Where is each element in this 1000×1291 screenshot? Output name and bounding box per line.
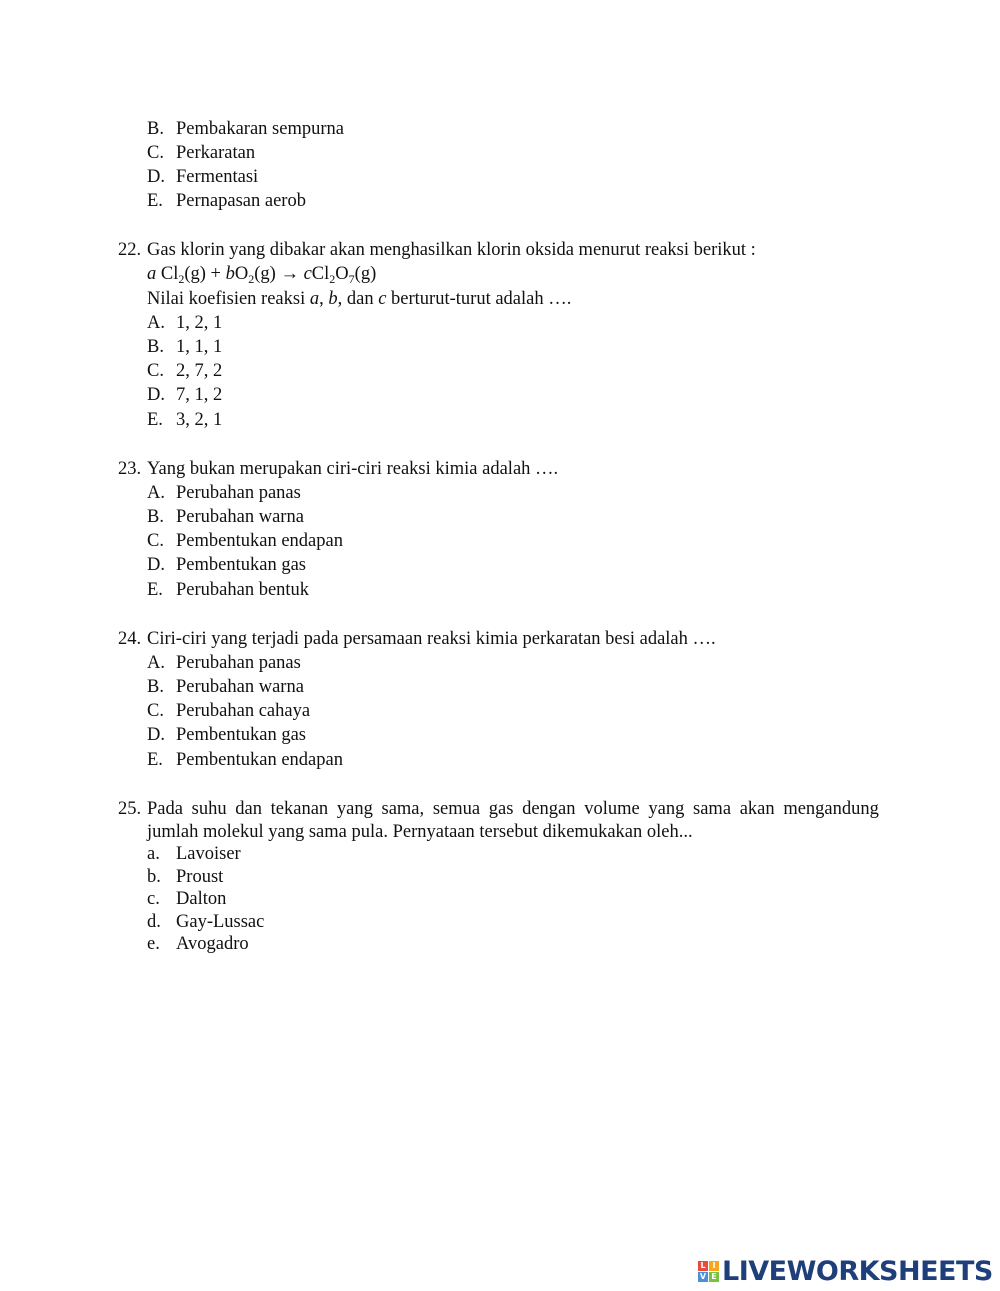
word: gas (488, 799, 514, 819)
word: semua (432, 799, 481, 819)
liveworksheets-logo (698, 1256, 993, 1286)
question-text: Yang bukan merupakan ciri-ciri reaksi kimia adalah …. (147, 459, 559, 479)
eq-cl-sub: 2 (178, 272, 185, 286)
option-text: Perkaratan (176, 143, 256, 163)
option-text: Gay-Lussac (176, 912, 265, 932)
option-text: 7, 1, 2 (176, 385, 223, 405)
option-letter: B. (147, 677, 164, 697)
word: sama, (381, 799, 425, 819)
word: akan (739, 799, 775, 819)
option-letter: e. (147, 934, 160, 954)
prompt-pre: Nilai koefisien reaksi (147, 289, 310, 309)
option-text: Pembentukan endapan (176, 750, 343, 770)
word: suhu (191, 799, 227, 819)
eq-g1: (g) + (184, 264, 226, 284)
option-text: Perubahan panas (176, 653, 301, 673)
option-text: 1, 2, 1 (176, 313, 223, 333)
option-text: Pembentukan gas (176, 555, 306, 575)
option-letter: D. (147, 385, 165, 405)
option-letter: D. (147, 167, 165, 187)
option-text: Dalton (176, 889, 227, 909)
logo-block: E (709, 1272, 719, 1282)
prompt-a: a (309, 289, 320, 309)
word: tekanan (270, 799, 329, 819)
option-letter: A. (147, 653, 165, 673)
option-letter: C. (147, 143, 164, 163)
coef-a: a (147, 264, 157, 284)
question-number: 24. (118, 629, 142, 649)
option-text: Lavoiser (176, 844, 241, 864)
prompt-b: b (328, 289, 338, 309)
option-letter: B. (147, 119, 164, 139)
eq-cl2-sub: 2 (329, 272, 336, 286)
word: sama (693, 799, 732, 819)
option-text: Perubahan bentuk (176, 580, 310, 600)
word: mengandung (783, 799, 879, 819)
option-letter: b. (147, 867, 161, 887)
word: dengan (522, 799, 576, 819)
option-text: 1, 1, 1 (176, 337, 223, 357)
option-text: Pernapasan aerob (176, 191, 306, 211)
option-text: Pembentukan endapan (176, 531, 343, 551)
option-text: Fermentasi (176, 167, 259, 187)
option-letter: d. (147, 912, 161, 932)
option-text: Perubahan warna (176, 507, 304, 527)
word: yang (648, 799, 685, 819)
option-letter: E. (147, 750, 163, 770)
prompt-c: c (378, 289, 387, 309)
option-letter: E. (147, 580, 163, 600)
option-letter: E. (147, 410, 163, 430)
prompt-sep: , dan (337, 289, 379, 309)
option-letter: a. (147, 844, 160, 864)
option-letter: D. (147, 555, 165, 575)
option-letter: D. (147, 725, 165, 745)
eq-o-sub: 2 (248, 272, 255, 286)
eq-g2: (g) → (254, 264, 304, 284)
question-prompt (147, 290, 571, 309)
question-text: Gas klorin yang dibakar akan menghasilkan klorin oksida menurut reaksi berikut : (147, 240, 756, 260)
option-text: Proust (176, 867, 224, 887)
eq-o2: O (335, 264, 349, 284)
option-text: Perubahan cahaya (176, 701, 311, 721)
logo-blocks-icon (698, 1261, 719, 1282)
question-text-line-2: jumlah molekul yang sama pula. Pernyataan tersebut dikemukakan oleh... (147, 822, 693, 842)
reaction-equation (147, 265, 376, 284)
eq-g3: (g) (354, 264, 377, 284)
coef-c: c (303, 264, 312, 284)
option-text: 2, 7, 2 (176, 361, 223, 381)
option-text: 3, 2, 1 (176, 410, 223, 430)
word: dan (235, 799, 262, 819)
question-text-line-1 (147, 800, 879, 819)
option-letter: A. (147, 313, 165, 333)
option-text: Avogadro (176, 934, 249, 954)
option-letter: C. (147, 361, 164, 381)
option-text: Perubahan warna (176, 677, 304, 697)
option-letter: A. (147, 483, 165, 503)
word: Pada (147, 799, 183, 819)
word: yang (336, 799, 373, 819)
question-number: 25. (118, 799, 142, 819)
eq-o2-sub: 7 (348, 272, 355, 286)
eq-cl: Cl (160, 264, 179, 284)
option-text: Pembentukan gas (176, 725, 306, 745)
question-number: 23. (118, 459, 142, 479)
option-letter: c. (147, 889, 160, 909)
eq-o: O (234, 264, 249, 284)
logo-block: I (709, 1261, 719, 1271)
eq-cl2: Cl (311, 264, 330, 284)
logo-text: LIVEWORKSHEETS (722, 1255, 993, 1287)
question-number: 22. (118, 240, 142, 260)
option-text: Perubahan panas (176, 483, 301, 503)
logo-block: V (699, 1271, 707, 1281)
option-letter: B. (147, 507, 164, 527)
logo-block: L (698, 1261, 708, 1271)
option-text: Pembakaran sempurna (176, 119, 344, 139)
question-text: Ciri-ciri yang terjadi pada persamaan reaksi kimia perkaratan besi adalah …. (147, 629, 716, 649)
prompt-sep: , (319, 289, 329, 309)
prompt-post: berturut-turut adalah …. (386, 289, 572, 309)
option-letter: C. (147, 531, 164, 551)
option-letter: C. (147, 701, 164, 721)
option-letter: B. (147, 337, 164, 357)
option-letter: E. (147, 191, 163, 211)
coef-b: b (225, 264, 235, 284)
word: volume (584, 799, 640, 819)
